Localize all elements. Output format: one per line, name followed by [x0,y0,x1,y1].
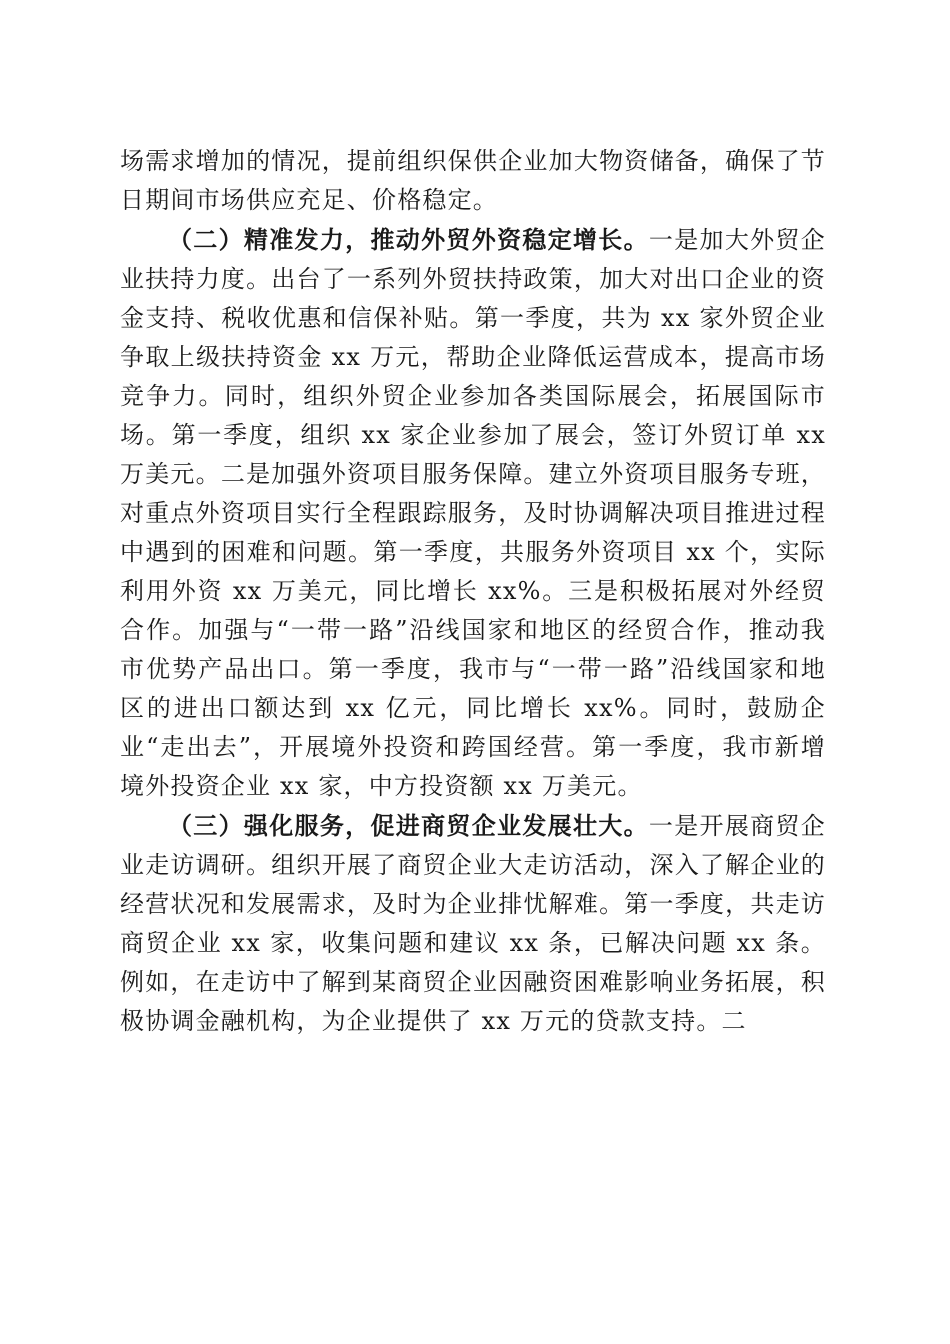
section-heading: （三）强化服务，促进商贸企业发展壮大。 [168,811,649,840]
document-page [120,142,826,1041]
paragraph-continuation [120,142,826,220]
section-heading: （二）精准发力，推动外贸外资稳定增长。 [168,225,649,254]
paragraph-commerce-enterprises [120,806,826,1041]
paragraph-text: 一是加大外贸企业扶持力度。出台了一系列外贸扶持政策，加大对出口企业的资金支持、税收优惠和信保补贴。第一季度，共为 xx 家外贸企业争取上级扶持资金 xx 万元，帮助企业降低运营成本，提高市场竞争力。同时，组织外贸企业参加各类国际展会，拓展国际市场。第一季度，组织 xx 家企业参加了展会，签订外贸订单 xx 万美元。二是加强外资项目服务保障。建立外资项目服务专班，对重点外资项目实行全程跟踪服务，及时协调解决项目推进过程中遇到的困难和问题。第一季度，共服务外资项目 xx 个，实际利用外资 xx 万美元，同比增长 xx%。三是积极拓展对外经贸合作。加强与“一带一路”沿线国家和地区的经贸合作，推动我市优势产品出口。第一季度，我市与“一带一路”沿线国家和地区的进出口额达到 xx 亿元，同比增长 xx%。同时，鼓励企业“走出去”，开展境外投资和跨国经营。第一季度，我市新增境外投资企业 xx 家，中方投资额 xx 万美元。 [120,226,826,800]
paragraph-text: 一是开展商贸企业走访调研。组织开展了商贸企业大走访活动，深入了解企业的经营状况和发展需求，及时为企业排忧解难。第一季度，共走访商贸企业 xx 家，收集问题和建议 xx 条，已解决问题 xx 条。例如，在走访中了解到某商贸企业因融资困难影响业务拓展，积极协调金融机构，为企业提供了 xx 万元的贷款支持。二 [120,812,826,1035]
paragraph-text: 场需求增加的情况，提前组织保供企业加大物资储备，确保了节日期间市场供应充足、价格稳定。 [120,147,826,214]
paragraph-foreign-trade [120,220,826,806]
